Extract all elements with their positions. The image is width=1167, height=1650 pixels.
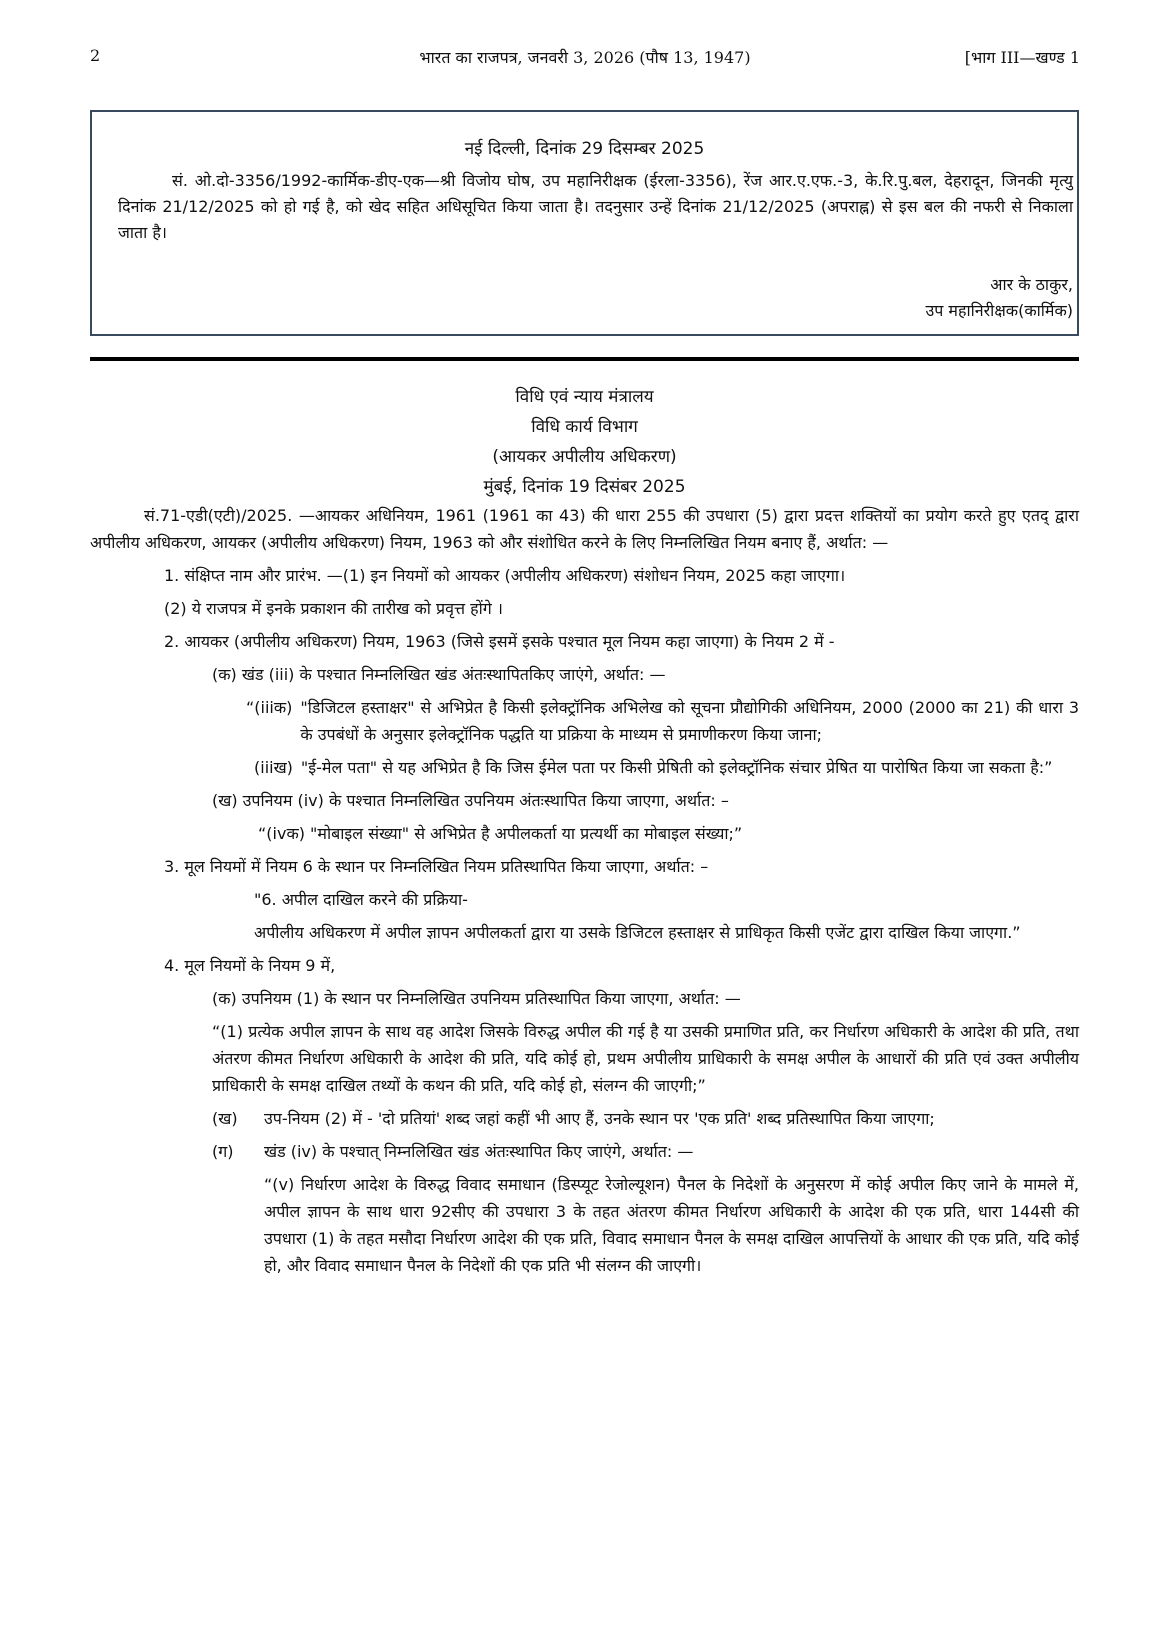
rule-3-body: अपीलीय अधिकरण में अपील ज्ञापन अपीलकर्ता द्वारा या उसके डिजिटल हस्ताक्षर से प्राधिकृत किसी एजेंट द्वारा दाखिल किया जाएगा.” — [254, 923, 1021, 942]
ministry-name: विधि एवं न्याय मंत्रालय — [515, 387, 654, 407]
rule-4: 4. मूल नियमों के नियम 9 में, — [164, 956, 336, 975]
page-header — [90, 46, 1080, 70]
rule-4-ga-label: (ग) — [212, 1142, 234, 1161]
rule-2: 2. आयकर (अपीलीय अधिकरण) नियम, 1963 (जिसे इसमें इसके पश्चात मूल नियम कहा जाएगा) के नियम 2 में - — [164, 632, 835, 651]
rule-3: 3. मूल नियमों में नियम 6 के स्थान पर निम्नलिखित नियम प्रतिस्थापित किया जाएगा, अर्थात: – — [164, 857, 709, 876]
department-name: विधि कार्य विभाग — [531, 417, 638, 437]
notice-body-text: सं. ओ.दो-3356/1992-कार्मिक-डीए-एक—श्री विजोय घोष, उप महानिरीक्षक (ईरला-3356), रेंज आर.ए.एफ.-3, के.रि.पु.बल, देहरादून, जिनकी मृत्यु दिनांक 21/12/2025 को हो गई है, को खेद सहित अधिसूचित किया जाता है। तदनुसार उन्हें दिनांक 21/12/2025 (अपराह्न) से इस बल की नफरी से निकाला जाता है। — [118, 171, 1073, 242]
rule-2-ka: (क) खंड (iii) के पश्चात निम्नलिखित खंड अंतःस्थापितकिए जाएंगे, अर्थात: — — [212, 665, 666, 684]
rule-4-ga-text: खंड (iv) के पश्चात् निम्नलिखित खंड अंतःस्थापित किए जाएंगे, अर्थात: — — [264, 1142, 694, 1161]
rule-4-ga — [90, 1138, 1079, 1165]
rule-4-kha-text: उप-नियम (2) में - 'दो प्रतियां' शब्द जहां कहीं भी आए हैं, उनके स्थान पर 'एक प्रति' शब्द प्रतिस्थापित किया जाएगा; — [264, 1109, 935, 1128]
page-number: 2 — [90, 46, 101, 65]
notice-date: नई दिल्ली, दिनांक 29 दिसम्बर 2025 — [464, 139, 705, 159]
clause-iiika — [90, 694, 1079, 748]
clause-iiikha-text: "ई-मेल पता" से यह अभिप्रेत है कि जिस ईमेल पता पर किसी प्रेषिती को इलेक्ट्रॉनिक संचार प्रेषित या पारोषित किया जा सकता है:” — [300, 758, 1053, 777]
clause-ivka: “(ivक) "मोबाइल संख्या" से अभिप्रेत है अपीलकर्ता या प्रत्यर्थी का मोबाइल संख्या;” — [258, 824, 743, 843]
clause-iiikha-label: (iiiख) — [254, 758, 293, 777]
rule-4-ka: (क) उपनियम (1) के स्थान पर निम्नलिखित उपनियम प्रतिस्थापित किया जाएगा, अर्थात: — — [212, 989, 741, 1008]
notice-body — [118, 168, 1073, 246]
rule-1-2: (2) ये राजपत्र में इनके प्रकाशन की तारीख को प्रवृत्त होंगे । — [164, 599, 503, 618]
tribunal-name: (आयकर अपीलीय अधिकरण) — [492, 447, 677, 467]
signatory-name: आर के ठाकुर, — [990, 275, 1073, 294]
section-divider — [90, 357, 1079, 361]
notice-signature — [925, 272, 1073, 324]
notification-content — [90, 382, 1079, 1279]
intro-paragraph: सं.71-एडी(एटी)/2025. —आयकर अधिनियम, 1961 (1961 का 43) की धारा 255 की उपधारा (5) द्वारा प्रदत्त शक्तियों का प्रयोग करते हुए एतद् द्वारा अपीलीय अधिकरण, आयकर (अपीलीय अधिकरण) नियम, 1963 को और संशोधित करने के लिए निम्नलिखित नियम बनाए हैं, अर्थात: — — [90, 506, 1079, 552]
gazette-title: भारत का राजपत्र, जनवरी 3, 2026 (पौष 13, 1947) — [419, 48, 751, 67]
rule-4-kha — [90, 1105, 1079, 1132]
clause-v: “(v) निर्धारण आदेश के विरुद्ध विवाद समाधान (डिस्प्यूट रेजोल्यूशन) पैनल के निदेशों के अनुसरण में कोई अपील किए जाने के मामले में, अपील ज्ञापन के साथ धारा 92सीए की उपधारा 3 के तहत अंतरण कीमत निर्धारण अधिकारी के आदेश की एक प्रति, धारा 144सी की उपधारा (1) के तहत मसौदा निर्धारण आदेश की एक प्रति, विवाद समाधान पैनल के समक्ष दाखिल आपत्तियों के आधार की एक प्रति, यदि कोई हो, और विवाद समाधान पैनल के निदेशों की एक प्रति भी संलग्न की जाएगी। — [264, 1175, 1079, 1275]
rule-4-ka-body: “(1) प्रत्येक अपील ज्ञापन के साथ वह आदेश जिसके विरुद्ध अपील की गई है या उसकी प्रमाणित प्रति, कर निर्धारण अधिकारी के आदेश की प्रति, तथा अंतरण कीमत निर्धारण अधिकारी के आदेश की प्रति, यदि कोई हो, प्रथम अपीलीय प्राधिकारी के समक्ष अपील के आधारों की प्रति एवं उक्त अपीलीय प्राधिकारी के समक्ष दाखिल तथ्यों के कथन की प्रति, यदि कोई हो, संलग्न की जाएगी;” — [212, 1022, 1079, 1095]
signatory-designation: उप महानिरीक्षक(कार्मिक) — [925, 301, 1073, 320]
gazette-part: [भाग III—खण्ड 1 — [964, 48, 1080, 67]
rule-1: 1. संक्षिप्त नाम और प्रारंभ. —(1) इन नियमों को आयकर (अपीलीय अधिकरण) संशोधन नियम, 2025 कहा जाएगा। — [164, 566, 846, 585]
clause-iiika-text: "डिजिटल हस्ताक्षर" से अभिप्रेत है किसी इलेक्ट्रॉनिक अभिलेख को सूचना प्रौद्योगिकी अधिनियम, 2000 (2000 का 21) की धारा 3 के उपबंधों के अनुसार इलेक्ट्रॉनिक पद्धति या प्रक्रिया के माध्यम से प्रमाणीकरण किया जाना; — [300, 698, 1079, 744]
death-notice-box — [90, 110, 1079, 336]
rule-4-kha-label: (ख) — [212, 1109, 238, 1128]
notification-date: मुंबई, दिनांक 19 दिसंबर 2025 — [483, 477, 686, 497]
clause-iiikha — [90, 754, 1079, 781]
rule-2-kha: (ख) उपनियम (iv) के पश्चात निम्नलिखित उपनियम अंतःस्थापित किया जाएगा, अर्थात: – — [212, 791, 729, 810]
clause-iiika-label: “(iiiक) — [246, 698, 293, 717]
rule-3-title: "6. अपील दाखिल करने की प्रक्रिया- — [254, 890, 468, 909]
